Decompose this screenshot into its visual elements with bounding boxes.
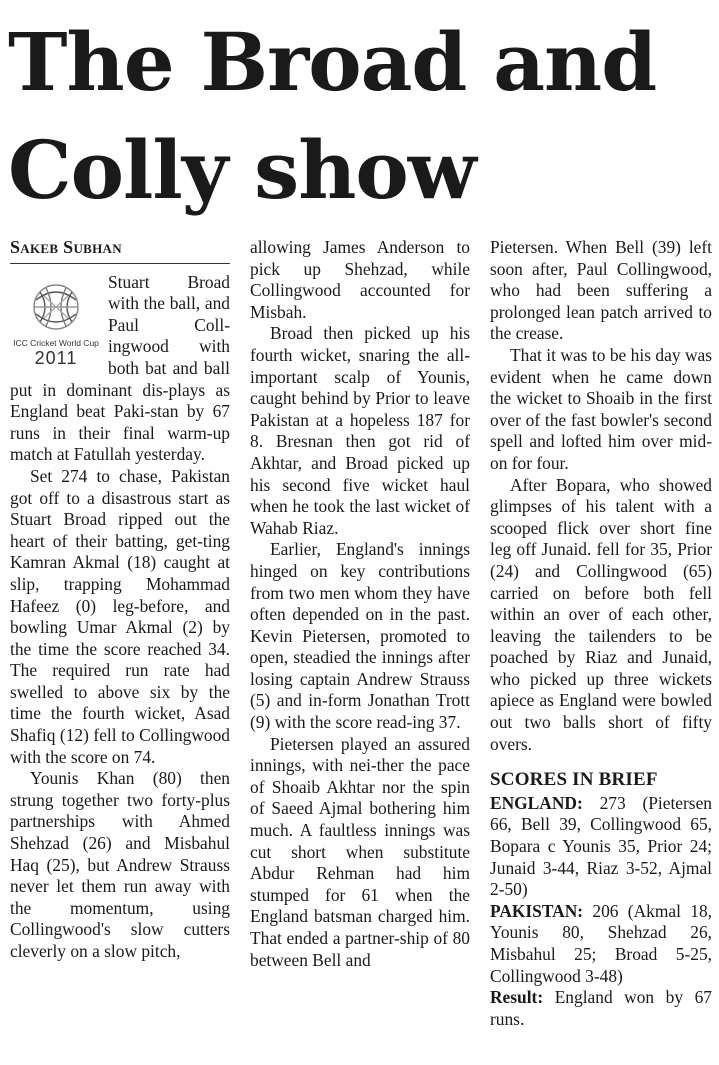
england-score (490, 793, 712, 901)
england-label: ENGLAND: (490, 792, 583, 813)
result-text: England won by 67 runs. (490, 987, 712, 1029)
byline: Sakeb Subhan (10, 237, 122, 257)
article-paragraph: That it was to be his day was evident when he came down the wicket to Shoaib in the first over of the fast bowler's second spell and lofted him over mid-on for four. (490, 344, 712, 473)
article-paragraph: Broad then picked up his fourth wicket, snaring the all-important scalp of Younis, caught behind by Prior to leave Pakistan at a hopeless 187 for 8. Bresnan then got rid of Akhtar, and Broad picked up his second five wicket haul when he took the last wicket of Wahab Riaz. (250, 323, 470, 538)
pakistan-score-text: 206 (Akmal 18, Younis 80, Shehzad 26, Misbahul 25; Broad 5-25, Collingwood 3-48) (490, 900, 712, 986)
article-paragraph: Pietersen. When Bell (39) left soon after, Paul Collingwood, who had been suffering a prolonged lean patch arrived to the crease. (490, 237, 712, 344)
byline-divider (10, 263, 230, 264)
article-paragraph: allowing James Anderson to pick up Shehzad, while Collingwood accounted for Misbah. (250, 237, 470, 322)
article-column-2 (250, 237, 470, 971)
match-result (490, 987, 712, 1030)
article-paragraph: Set 274 to chase, Pakistan got off to a disastrous start as Stuart Broad ripped out the heart of their batting, get-ting Kamran Akmal (18) caught at slip, trapping Mohammad Hafeez (0) leg-before, and bowling Umar Akmal (2) by the time the score reached 34. The required run rate had swelled to above six by the time the fourth wicket, Asad Shafiq (12) fell to Collingwood with the score on 74. (10, 465, 230, 767)
headline-line-1: The Broad and (8, 15, 657, 109)
headline-line-2: Colly show (8, 123, 476, 217)
pakistan-score (490, 901, 712, 987)
article-column-1 (10, 237, 230, 963)
world-cup-logo (10, 276, 102, 376)
england-score-text: 273 (Pietersen 66, Bell 39, Collingwood 65, Bopara c Younis 35, Prior 24; Junaid 3-44, Riaz 3-52, Ajmal 2-50) (490, 792, 712, 900)
pakistan-label: PAKISTAN: (490, 900, 584, 921)
scores-in-brief (490, 769, 712, 1030)
cricket-ball-swirl-icon (24, 276, 88, 338)
logo-event-name: ICC Cricket World Cup (13, 337, 99, 348)
logo-year: 2011 (34, 347, 78, 368)
result-label: Result: (490, 987, 544, 1008)
article-paragraph: Pietersen played an assured innings, with nei-ther the pace of Shoaib Akhtar nor the spin of Saeed Ajmal bothering him much. A faultless innings was cut short when substitute Abdur Rehman had him stumped for 61 when the England batsman charged him. That ended a partner-ship of 80 between Bell and (250, 733, 470, 970)
article-paragraph: After Bopara, who showed glimpses of his talent with a scooped flick over short fine leg off Junaid. fell for 35, Prior (24) and Collingwood (65) carried on before both fell within an over of each other, leaving the tailenders to be poached by Riaz and Junaid, who picked up three wickets apiece as England were bowled out two balls short of fifty overs. (490, 474, 712, 754)
scores-heading: SCORES IN BRIEF (490, 769, 658, 791)
article-paragraph: Younis Khan (80) then strung together two forty-plus partnerships with Ahmed Shehzad (26) and Misbahul Haq (25), but Andrew Strauss never let them run away with the momentum, using Collingwood's slow cutters cleverly on a slow pitch, (10, 768, 230, 961)
article-paragraph: Stuart Broad with the ball, and Paul Coll-ingwood with both bat and ball put in dominant dis-plays as England beat Paki-stan by 67 runs in their final warm-up match at Fatullah yesterday. (10, 271, 230, 465)
article-paragraph: Earlier, England's innings hinged on key contributions from two men whom they have often depended on in the past. Kevin Pietersen, promoted to open, steadied the innings after losing captain Andrew Strauss (5) and in-form Jonathan Trott (9) with the score read-ing 37. (250, 539, 470, 733)
headline (8, 8, 713, 224)
article-column-3 (490, 237, 712, 1030)
